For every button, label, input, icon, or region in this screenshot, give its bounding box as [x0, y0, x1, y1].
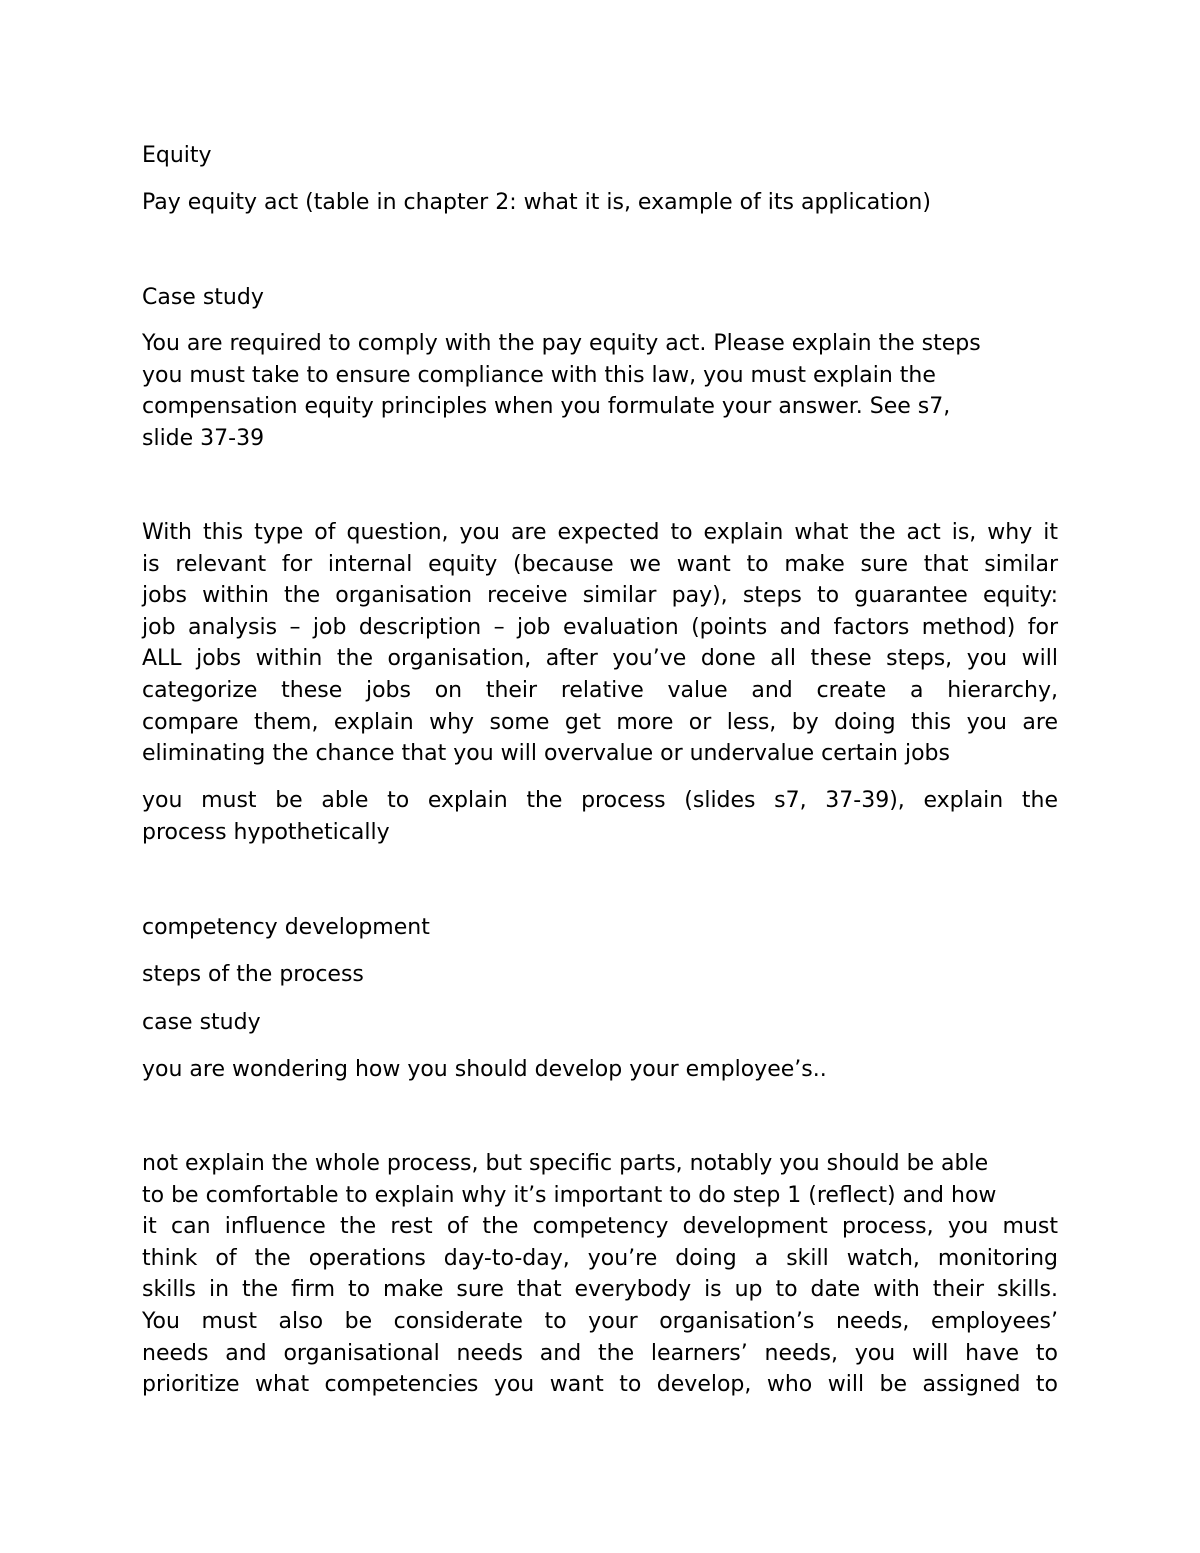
- wondering-line: you are wondering how you should develop your employee’s..: [142, 1057, 827, 1082]
- text-line: You must also be considerate to your organisation’s needs, employees’: [142, 1308, 1058, 1334]
- text-line: you must take to ensure compliance with this law, you must explain the: [142, 362, 936, 388]
- competency-development-heading: competency development: [142, 915, 430, 940]
- text-line: to be comfortable to explain why it’s important to do step 1 (reflect) and how: [142, 1182, 997, 1208]
- text-line: ALL jobs within the organisation, after you’ve done all these steps, you will: [142, 646, 1058, 672]
- text-line: You are required to comply with the pay equity act. Please explain the steps: [142, 331, 981, 356]
- text-line: slide 37-39: [142, 425, 265, 451]
- text-line: you must be able to explain the process (slides s7, 37-39), explain the: [142, 788, 1058, 813]
- text-line: not explain the whole process, but specific parts, notably you should be able: [142, 1151, 989, 1176]
- case-study-heading-2: case study: [142, 1010, 261, 1035]
- text-line: think of the operations day-to-day, you’re doing a skill watch, monitoring: [142, 1245, 1058, 1271]
- heading-equity: Equity: [142, 143, 212, 168]
- pay-equity-act-line: Pay equity act (table in chapter 2: what it is, example of its application): [142, 190, 931, 215]
- text-line: it can influence the rest of the competency development process, you must: [142, 1214, 1058, 1240]
- text-line: eliminating the chance that you will overvalue or undervalue certain jobs: [142, 741, 950, 767]
- text-line: compare them, explain why some get more or less, by doing this you are: [142, 709, 1058, 735]
- text-line: jobs within the organisation receive similar pay), steps to guarantee equity:: [142, 583, 1058, 609]
- final-paragraph: [142, 1148, 1058, 1401]
- case-study-heading-1: Case study: [142, 285, 264, 310]
- process-note-paragraph: [142, 785, 1058, 848]
- case-question-paragraph: [142, 328, 1058, 454]
- steps-of-process-heading: steps of the process: [142, 962, 364, 987]
- text-line: skills in the firm to make sure that everybody is up to date with their skills.: [142, 1277, 1058, 1303]
- text-line: process hypothetically: [142, 819, 390, 845]
- text-line: needs and organisational needs and the learners’ needs, you will have to: [142, 1340, 1058, 1366]
- text-line: job analysis – job description – job evaluation (points and factors method) for: [142, 614, 1058, 640]
- expectation-paragraph: [142, 517, 1058, 770]
- text-line: categorize these jobs on their relative value and create a hierarchy,: [142, 677, 1058, 703]
- text-line: prioritize what competencies you want to develop, who will be assigned to: [142, 1372, 1058, 1398]
- text-line: is relevant for internal equity (because we want to make sure that similar: [142, 551, 1058, 577]
- text-line: compensation equity principles when you formulate your answer. See s7,: [142, 394, 951, 420]
- text-line: With this type of question, you are expected to explain what the act is, why it: [142, 520, 1058, 545]
